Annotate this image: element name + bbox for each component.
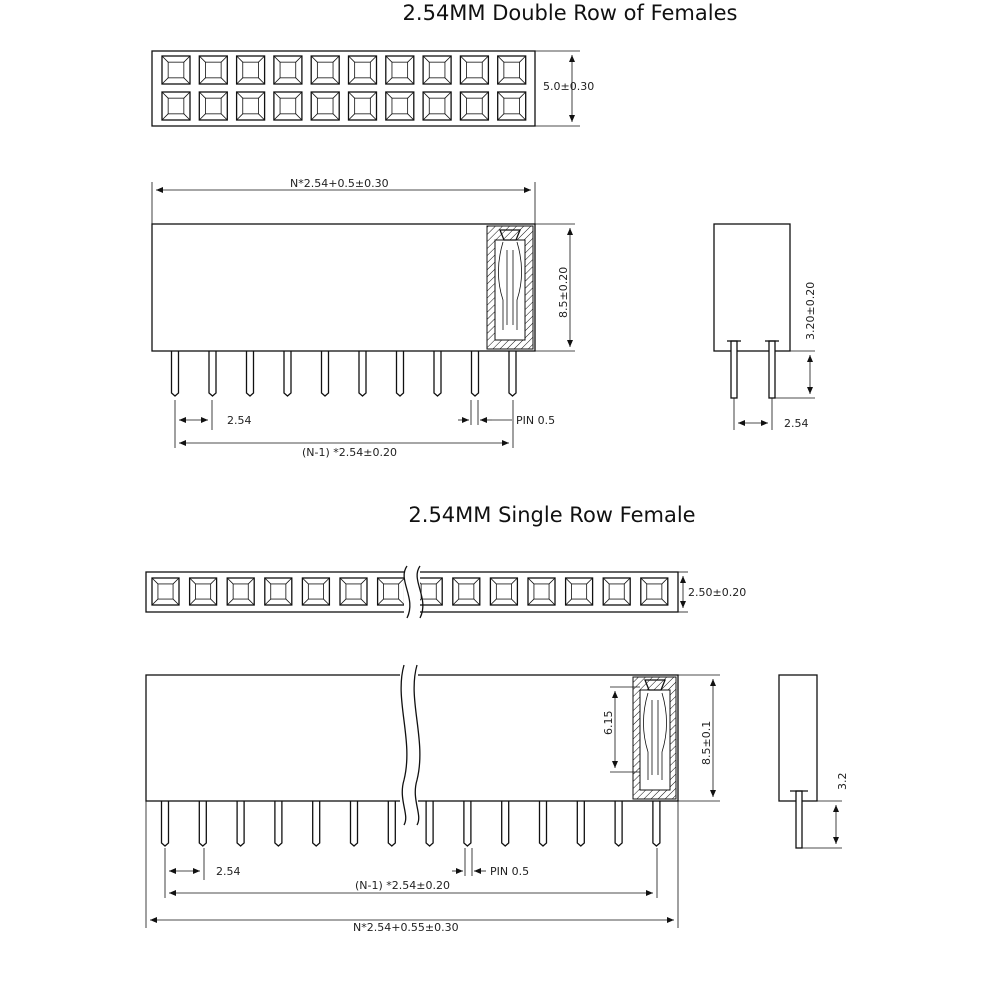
double-row-length-dim: N*2.54+0.5±0.30 xyxy=(290,177,389,190)
pin xyxy=(313,801,320,846)
pin xyxy=(162,801,169,846)
pin xyxy=(359,351,366,396)
double-row-pin-dim: PIN 0.5 xyxy=(516,414,556,427)
pin xyxy=(209,351,216,396)
single-row-title: 2.54MM Single Row Female xyxy=(408,503,696,527)
pin xyxy=(509,351,516,396)
pin xyxy=(502,801,509,846)
pin xyxy=(464,801,471,846)
double-row-span-dim: (N-1) *2.54±0.20 xyxy=(302,446,397,459)
pin xyxy=(199,801,206,846)
single-row-side-pin-dim: 3.2 xyxy=(836,772,849,790)
pin xyxy=(388,801,395,846)
double-row-side-pitch-dim: 2.54 xyxy=(784,417,809,430)
double-row-title: 2.54MM Double Row of Females xyxy=(402,1,738,25)
pin xyxy=(247,351,254,396)
double-row-side-pin-dim: 3.20±0.20 xyxy=(804,281,817,340)
double-row-front-view xyxy=(152,177,575,459)
double-row-side-view xyxy=(714,224,817,430)
pin xyxy=(615,801,622,846)
pin xyxy=(237,801,244,846)
single-row-body-height-dim: 8.5±0.1 xyxy=(700,720,713,765)
pin xyxy=(472,351,479,396)
double-row-height-dim: 5.0±0.30 xyxy=(543,80,595,93)
pin xyxy=(322,351,329,396)
single-row-contact-dim: 6.15 xyxy=(602,710,615,735)
pin xyxy=(275,801,282,846)
double-row-top-view xyxy=(152,51,594,126)
pin xyxy=(577,801,584,846)
single-row-side-view xyxy=(779,675,849,848)
single-row-pin-dim: PIN 0.5 xyxy=(490,865,530,878)
single-row-length-dim: N*2.54+0.55±0.30 xyxy=(353,921,459,934)
pin xyxy=(540,801,547,846)
pin xyxy=(426,801,433,846)
pin xyxy=(653,801,660,846)
double-row-pitch-dim: 2.54 xyxy=(227,414,252,427)
pin xyxy=(351,801,358,846)
single-row-front-view xyxy=(146,665,720,934)
pin xyxy=(284,351,291,396)
pin xyxy=(434,351,441,396)
pin xyxy=(172,351,179,396)
single-row-span-dim: (N-1) *2.54±0.20 xyxy=(355,879,450,892)
single-row-pitch-dim: 2.54 xyxy=(216,865,241,878)
double-row-body-height-dim: 8.5±0.20 xyxy=(557,266,570,318)
single-row-height-dim: 2.50±0.20 xyxy=(688,586,747,599)
single-row-top-view xyxy=(146,566,746,618)
pin xyxy=(397,351,404,396)
